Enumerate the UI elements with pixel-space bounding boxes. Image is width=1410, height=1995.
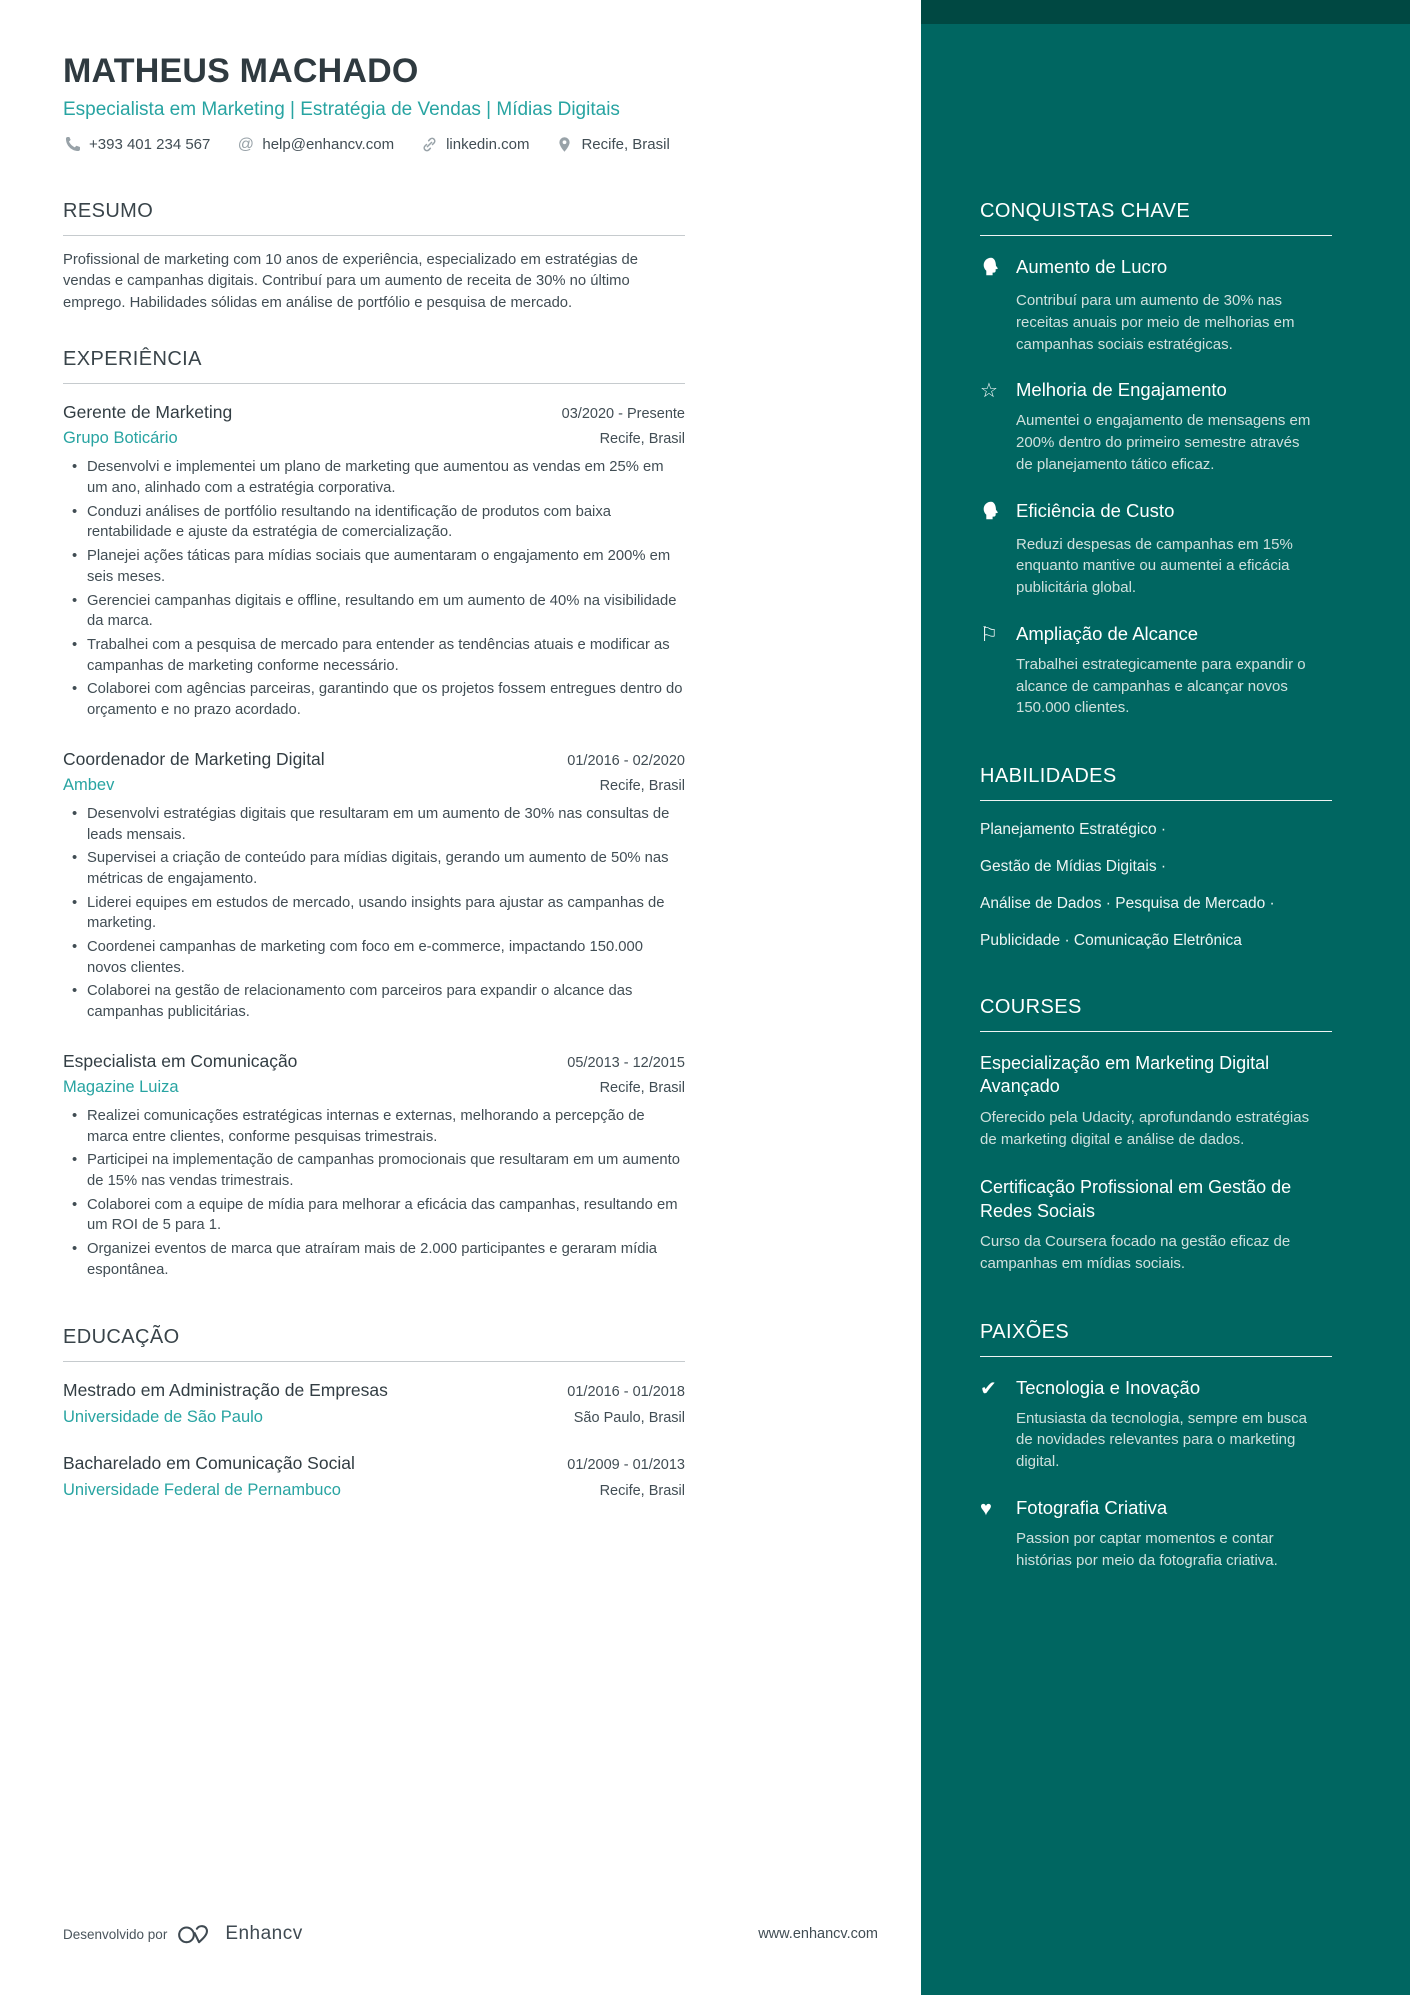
job-title: Especialista em Comunicação	[63, 1050, 298, 1071]
job-entry	[63, 749, 685, 1023]
job-bullets	[63, 457, 685, 720]
achievement-text: Reduzi despesas de campanhas em 15% enquanto mantive ou aumentei a eficácia publicitária global.	[1016, 535, 1293, 596]
passion-title: Tecnologia e Inovação	[1016, 1376, 1201, 1398]
contact-location[interactable]	[555, 135, 669, 154]
conquistas-heading: CONQUISTAS CHAVE	[980, 200, 1332, 236]
contact-phone[interactable]	[63, 135, 210, 154]
achievement-text: Aumentei o engajamento de mensagens em 200% dentro do primeiro semestre através de planejamento tático eficaz.	[1016, 412, 1311, 473]
job-bullet: • Desenvolvi e implementei um plano de marketing que aumentou as vendas em 25% em um ano, alinhado com a estratégia corporativa.	[63, 457, 685, 498]
section-habilidades	[980, 765, 1332, 950]
achievement-item	[980, 623, 1332, 719]
mind-icon	[980, 500, 1016, 527]
job-bullet: • Planejei ações táticas para mídias sociais que aumentaram o engajamento em 200% em seis meses.	[63, 546, 685, 587]
job-bullet: • Liderei equipes em estudos de mercado, usando insights para ajustar as campanhas de marketing.	[63, 893, 685, 934]
degree-dates: 01/2009 - 01/2013	[567, 1457, 685, 1474]
contact-link[interactable]	[420, 135, 529, 154]
achievement-title: Ampliação de Alcance	[1016, 622, 1199, 644]
footer-site-link[interactable]: www.enhancv.com	[758, 1926, 878, 1942]
job-location: Recife, Brasil	[599, 1079, 685, 1096]
contact-email-text: help@enhancv.com	[262, 136, 395, 153]
skill-line: Gestão de Mídias Digitais ·	[980, 858, 1167, 875]
job-bullet: • Organizei eventos de marca que atraíram mais de 2.000 participantes e geraram mídia espontânea.	[63, 1239, 685, 1280]
section-resumo	[63, 200, 685, 314]
job-company: Grupo Boticário	[63, 429, 178, 448]
heart-icon: ♥	[980, 1497, 992, 1520]
section-experiencia	[63, 348, 685, 1280]
achievement-text: Contribuí para um aumento de 30% nas receitas anuais por meio de melhorias em campanhas sociais estratégicas.	[1016, 292, 1295, 353]
job-title: Gerente de Marketing	[63, 402, 233, 423]
link-icon	[420, 135, 439, 154]
section-educacao	[63, 1326, 685, 1500]
section-paixoes	[980, 1321, 1332, 1572]
pin-icon	[555, 135, 574, 154]
degree-school: Universidade Federal de Pernambuco	[63, 1481, 341, 1500]
course-title: Especialização em Marketing Digital Avançado	[980, 1053, 1270, 1097]
mind-icon	[980, 256, 1016, 283]
sidebar-top-band	[921, 0, 1410, 24]
job-bullet: • Colaborei com a equipe de mídia para melhorar a eficácia das campanhas, resultando em um ROI de 5 para 1.	[63, 1195, 685, 1236]
job-location: Recife, Brasil	[599, 777, 685, 794]
job-company: Ambev	[63, 775, 115, 794]
achievement-title: Melhoria de Engajamento	[1016, 379, 1227, 401]
section-conquistas	[980, 200, 1332, 719]
achievement-item	[980, 256, 1332, 355]
degree-entry	[63, 1380, 685, 1427]
passion-text: Entusiasta da tecnologia, sempre em busca de novidades relevantes para o marketing digital.	[1016, 1409, 1307, 1471]
job-dates: 01/2016 - 02/2020	[567, 752, 685, 769]
job-bullets	[63, 804, 685, 1023]
candidate-title: Especialista em Marketing | Estratégia de Vendas | Mídias Digitais	[63, 99, 620, 120]
course-item	[980, 1052, 1332, 1150]
degree-title: Bacharelado em Comunicação Social	[63, 1453, 355, 1474]
skill-line: Análise de Dados · Pesquisa de Mercado ·	[980, 895, 1275, 912]
degree-location: São Paulo, Brasil	[573, 1410, 685, 1427]
job-bullet: • Realizei comunicações estratégicas internas e externas, melhorando a percepção de marca entre clientes, conforme pesquisas trimestrais.	[63, 1106, 685, 1147]
degree-location: Recife, Brasil	[599, 1483, 685, 1500]
job-bullet: • Participei na implementação de campanhas promocionais que resultaram em um aumento de 15% nas vendas trimestrais.	[63, 1150, 685, 1191]
check-icon: ✔	[980, 1377, 997, 1400]
achievement-title: Eficiência de Custo	[1016, 499, 1175, 521]
contact-email[interactable]	[236, 135, 394, 154]
course-text: Oferecido pela Udacity, aprofundando estratégias de marketing digital e análise de dados.	[980, 1108, 1310, 1148]
achievement-item	[980, 379, 1332, 475]
job-bullets	[63, 1106, 685, 1281]
degree-dates: 01/2016 - 01/2018	[567, 1384, 685, 1401]
passion-text: Passion por captar momentos e contar histórias por meio da fotografia criativa.	[1016, 1529, 1278, 1569]
job-bullet: • Trabalhei com a pesquisa de mercado para entender as tendências atuais e modificar as campanhas de marketing conforme necessário.	[63, 635, 685, 676]
contact-phone-text: +393 401 234 567	[89, 136, 211, 153]
achievement-item	[980, 500, 1332, 599]
courses-heading: COURSES	[980, 996, 1332, 1032]
job-entry	[63, 1051, 685, 1281]
job-title: Coordenador de Marketing Digital	[63, 748, 325, 769]
paixoes-heading: PAIXÕES	[980, 1321, 1332, 1357]
resumo-text: Profissional de marketing com 10 anos de experiência, especializado em estratégias de vendas e campanhas digitais. Contribuí para um aumento de receita de 30% no último emprego. Habilidades sólidas em análise de portfólio e pesquisa de mercado.	[63, 252, 638, 311]
passion-item	[980, 1497, 1332, 1572]
course-title: Certificação Profissional em Gestão de Redes Sociais	[980, 1177, 1292, 1221]
degree-title: Mestrado em Administração de Empresas	[63, 1380, 388, 1401]
achievement-title: Aumento de Lucro	[1016, 256, 1168, 277]
job-company: Magazine Luiza	[63, 1077, 179, 1096]
job-bullet: • Conduzi análises de portfólio resultando na identificação de produtos com baixa rentabilidade e ajuste da estratégia de comercialização.	[63, 502, 685, 543]
job-dates: 03/2020 - Presente	[561, 406, 685, 423]
sidebar	[921, 0, 1410, 1995]
job-dates: 05/2013 - 12/2015	[567, 1054, 685, 1071]
candidate-name: MATHEUS MACHADO	[63, 52, 419, 90]
section-courses	[980, 996, 1332, 1275]
contact-row	[63, 135, 685, 154]
job-location: Recife, Brasil	[599, 431, 685, 448]
brand-name[interactable]: Enhancv	[225, 1923, 303, 1944]
at-icon: @	[237, 135, 254, 153]
footer	[63, 1922, 878, 1946]
resumo-heading: RESUMO	[63, 200, 685, 236]
main-content	[63, 0, 685, 1500]
passion-title: Fotografia Criativa	[1016, 1496, 1168, 1518]
skill-line: Planejamento Estratégico ·	[980, 821, 1167, 838]
job-entry	[63, 402, 685, 720]
job-bullet: • Supervisei a criação de conteúdo para mídias digitais, gerando um aumento de 50% nas métricas de engajamento.	[63, 848, 685, 889]
job-bullet: • Desenvolvi estratégias digitais que resultaram em um aumento de 30% nas consultas de leads mensais.	[63, 804, 685, 845]
degree-entry	[63, 1453, 685, 1500]
phone-icon	[63, 135, 82, 154]
educacao-heading: EDUCAÇÃO	[63, 1326, 685, 1362]
job-bullet: • Colaborei com agências parceiras, garantindo que os projetos fossem entregues dentro do orçamento e no prazo acordado.	[63, 679, 685, 720]
experiencia-heading: EXPERIÊNCIA	[63, 348, 685, 384]
job-bullet: • Gerenciei campanhas digitais e offline, resultando em um aumento de 40% na visibilidade da marca.	[63, 591, 685, 632]
course-text: Curso da Coursera focado na gestão eficaz de campanhas em mídias sociais.	[980, 1233, 1291, 1272]
powered-by-label: Desenvolvido por	[63, 1926, 168, 1942]
enhancv-logo-icon	[177, 1922, 215, 1946]
flag-icon: ⚐	[980, 623, 998, 646]
job-bullet: • Colaborei na gestão de relacionamento com parceiros para expandir o alcance das campanhas publicitárias.	[63, 981, 685, 1022]
contact-link-text: linkedin.com	[446, 136, 530, 153]
job-bullet: • Coordenei campanhas de marketing com foco em e-commerce, impactando 150.000 novos clientes.	[63, 937, 685, 978]
star-icon: ☆	[980, 380, 998, 403]
skill-line: Publicidade · Comunicação Eletrônica	[980, 932, 1242, 949]
passion-item	[980, 1377, 1332, 1473]
contact-location-text: Recife, Brasil	[581, 136, 670, 153]
degree-school: Universidade de São Paulo	[63, 1408, 263, 1427]
achievement-text: Trabalhei estrategicamente para expandir o alcance de campanhas e alcançar novos 150.000 clientes.	[1016, 655, 1306, 717]
habilidades-heading: HABILIDADES	[980, 765, 1332, 801]
course-item	[980, 1176, 1332, 1274]
